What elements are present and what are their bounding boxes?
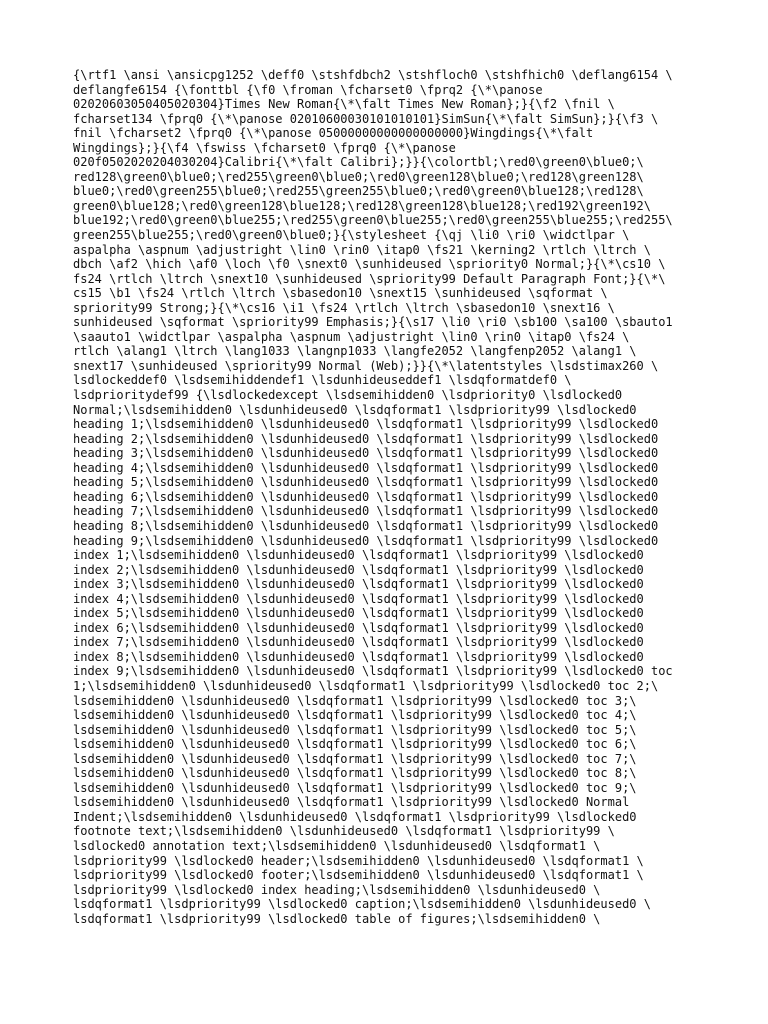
text-line: index 7;\lsdsemihidden0 \lsdunhideused0 \lsdqformat1 \lsdpriority99 \lsdlocked0	[73, 635, 644, 650]
text-line: fcharset134 \fprq0 {\*\panose 02010600030101010101}SimSun{\*\falt SimSun};}{\f3 \	[73, 111, 659, 126]
text-line: footnote text;\lsdsemihidden0 \lsdunhideused0 \lsdqformat1 \lsdpriority99 \	[73, 824, 615, 839]
text-line: lsdsemihidden0 \lsdunhideused0 \lsdqformat1 \lsdpriority99 \lsdlocked0 toc 5;\	[73, 722, 637, 737]
text-line: blue0;\red0\green255\blue0;\red255\green255\blue0;\red0\green0\blue128;\red128\	[73, 184, 644, 199]
rtf-source-text	[73, 68, 763, 926]
text-line: {\rtf1 \ansi \ansicpg1252 \deff0 \stshfdbch2 \stshfloch0 \stshfhich0 \deflang6154 \	[73, 68, 673, 82]
text-line: lsdqformat1 \lsdpriority99 \lsdlocked0 caption;\lsdsemihidden0 \lsdunhideused0 \	[73, 897, 651, 912]
text-line: fs24 \rtlch \ltrch \snext10 \sunhideused \spriority99 Default Paragraph Font;}{\*\	[73, 271, 666, 286]
text-line: lsdpriority99 \lsdlocked0 index heading;\lsdsemihidden0 \lsdunhideused0 \	[73, 882, 601, 897]
text-line: heading 4;\lsdsemihidden0 \lsdunhideused0 \lsdqformat1 \lsdpriority99 \lsdlocked0	[73, 460, 659, 475]
text-line: spriority99 Strong;}{\*\cs16 \i1 \fs24 \rtlch \ltrch \sbasedon10 \snext16 \	[73, 300, 615, 315]
text-line: lsdsemihidden0 \lsdunhideused0 \lsdqformat1 \lsdpriority99 \lsdlocked0 toc 3;\	[73, 693, 637, 708]
text-line: fnil \fcharset2 \fprq0 {\*\panose 05000000000000000000}Wingdings{\*\falt	[73, 126, 594, 141]
text-line: index 1;\lsdsemihidden0 \lsdunhideused0 \lsdqformat1 \lsdpriority99 \lsdlocked0	[73, 548, 644, 563]
text-line: dbch \af2 \hich \af0 \loch \f0 \snext0 \sunhideused \spriority0 Normal;}{\*\cs10 \	[73, 257, 666, 272]
text-line: heading 7;\lsdsemihidden0 \lsdunhideused0 \lsdqformat1 \lsdpriority99 \lsdlocked0	[73, 504, 659, 519]
text-line: lsdqformat1 \lsdpriority99 \lsdlocked0 table of figures;\lsdsemihidden0 \	[73, 911, 601, 926]
text-line: index 6;\lsdsemihidden0 \lsdunhideused0 \lsdqformat1 \lsdpriority99 \lsdlocked0	[73, 620, 644, 635]
text-line: index 9;\lsdsemihidden0 \lsdunhideused0 \lsdqformat1 \lsdpriority99 \lsdlocked0 toc	[73, 664, 673, 679]
text-line: aspalpha \aspnum \adjustright \lin0 \rin0 \itap0 \fs21 \kerning2 \rtlch \ltrch \	[73, 242, 651, 257]
text-line: 020f0502020204030204}Calibri{\*\falt Calibri};}}{\colortbl;\red0\green0\blue0;\	[73, 155, 644, 170]
text-line: index 3;\lsdsemihidden0 \lsdunhideused0 \lsdqformat1 \lsdpriority99 \lsdlocked0	[73, 577, 644, 592]
text-line: heading 6;\lsdsemihidden0 \lsdunhideused0 \lsdqformat1 \lsdpriority99 \lsdlocked0	[73, 489, 659, 504]
text-line: rtlch \alang1 \ltrch \lang1033 \langnp1033 \langfe2052 \langfenp2052 \alang1 \	[73, 344, 637, 359]
text-line: green0\blue128;\red0\green128\blue128;\red128\green128\blue128;\red192\green192\	[73, 198, 651, 213]
text-line: heading 1;\lsdsemihidden0 \lsdunhideused0 \lsdqformat1 \lsdpriority99 \lsdlocked0	[73, 417, 659, 432]
text-line: blue192;\red0\green0\blue255;\red255\green0\blue255;\red0\green255\blue255;\red255\	[73, 213, 673, 228]
text-line: green255\blue255;\red0\green0\blue0;}{\stylesheet {\qj \li0 \ri0 \widctlpar \	[73, 228, 630, 243]
text-line: heading 5;\lsdsemihidden0 \lsdunhideused0 \lsdqformat1 \lsdpriority99 \lsdlocked0	[73, 475, 659, 490]
text-line: red128\green0\blue0;\red255\green0\blue0;\red0\green128\blue0;\red128\green128\	[73, 169, 644, 184]
text-line: index 2;\lsdsemihidden0 \lsdunhideused0 \lsdqformat1 \lsdpriority99 \lsdlocked0	[73, 562, 644, 577]
text-line: \saauto1 \widctlpar \aspalpha \aspnum \adjustright \lin0 \rin0 \itap0 \fs24 \	[73, 329, 630, 344]
text-line: heading 8;\lsdsemihidden0 \lsdunhideused0 \lsdqformat1 \lsdpriority99 \lsdlocked0	[73, 518, 659, 533]
text-line: 1;\lsdsemihidden0 \lsdunhideused0 \lsdqformat1 \lsdpriority99 \lsdlocked0 toc 2;\	[73, 678, 659, 693]
text-line: sunhideused \sqformat \spriority99 Emphasis;}{\s17 \li0 \ri0 \sb100 \sa100 \sbauto1	[73, 315, 673, 330]
text-line: index 5;\lsdsemihidden0 \lsdunhideused0 \lsdqformat1 \lsdpriority99 \lsdlocked0	[73, 606, 644, 621]
text-line: heading 3;\lsdsemihidden0 \lsdunhideused0 \lsdqformat1 \lsdpriority99 \lsdlocked0	[73, 446, 659, 461]
text-line: lsdsemihidden0 \lsdunhideused0 \lsdqformat1 \lsdpriority99 \lsdlocked0 Normal	[73, 795, 630, 810]
text-line: lsdpriority99 \lsdlocked0 footer;\lsdsemihidden0 \lsdunhideused0 \lsdqformat1 \	[73, 868, 644, 883]
text-line: index 8;\lsdsemihidden0 \lsdunhideused0 \lsdqformat1 \lsdpriority99 \lsdlocked0	[73, 649, 644, 664]
text-line: lsdpriority99 \lsdlocked0 header;\lsdsemihidden0 \lsdunhideused0 \lsdqformat1 \	[73, 853, 644, 868]
text-line: Normal;\lsdsemihidden0 \lsdunhideused0 \lsdqformat1 \lsdpriority99 \lsdlocked0	[73, 402, 637, 417]
text-line: snext17 \sunhideused \spriority99 Normal (Web);}}{\*\latentstyles \lsdstimax260 \	[73, 358, 659, 373]
text-line: heading 9;\lsdsemihidden0 \lsdunhideused0 \lsdqformat1 \lsdpriority99 \lsdlocked0	[73, 533, 659, 548]
text-line: index 4;\lsdsemihidden0 \lsdunhideused0 \lsdqformat1 \lsdpriority99 \lsdlocked0	[73, 591, 644, 606]
text-line: lsdsemihidden0 \lsdunhideused0 \lsdqformat1 \lsdpriority99 \lsdlocked0 toc 9;\	[73, 780, 637, 795]
text-line: Wingdings};}{\f4 \fswiss \fcharset0 \fprq0 {\*\panose	[73, 140, 456, 155]
text-line: 02020603050405020304}Times New Roman{\*\falt Times New Roman};}{\f2 \fnil \	[73, 97, 615, 112]
text-line: lsdsemihidden0 \lsdunhideused0 \lsdqformat1 \lsdpriority99 \lsdlocked0 toc 8;\	[73, 766, 637, 781]
text-line: heading 2;\lsdsemihidden0 \lsdunhideused0 \lsdqformat1 \lsdpriority99 \lsdlocked0	[73, 431, 659, 446]
text-line: lsdsemihidden0 \lsdunhideused0 \lsdqformat1 \lsdpriority99 \lsdlocked0 toc 4;\	[73, 708, 637, 723]
text-line: lsdlocked0 annotation text;\lsdsemihidden0 \lsdunhideused0 \lsdqformat1 \	[73, 838, 601, 853]
text-line: lsdlockeddef0 \lsdsemihiddendef1 \lsdunhideuseddef1 \lsdqformatdef0 \	[73, 373, 572, 388]
text-line: cs15 \b1 \fs24 \rtlch \ltrch \sbasedon10 \snext15 \sunhideused \sqformat \	[73, 286, 608, 301]
text-line: lsdsemihidden0 \lsdunhideused0 \lsdqformat1 \lsdpriority99 \lsdlocked0 toc 7;\	[73, 751, 637, 766]
text-line: lsdsemihidden0 \lsdunhideused0 \lsdqformat1 \lsdpriority99 \lsdlocked0 toc 6;\	[73, 737, 637, 752]
text-line: lsdprioritydef99 {\lsdlockedexcept \lsdsemihidden0 \lsdpriority0 \lsdlocked0	[73, 388, 623, 403]
text-line: Indent;\lsdsemihidden0 \lsdunhideused0 \lsdqformat1 \lsdpriority99 \lsdlocked0	[73, 809, 637, 824]
text-line: deflangfe6154 {\fonttbl {\f0 \froman \fcharset0 \fprq2 {\*\panose	[73, 82, 543, 97]
